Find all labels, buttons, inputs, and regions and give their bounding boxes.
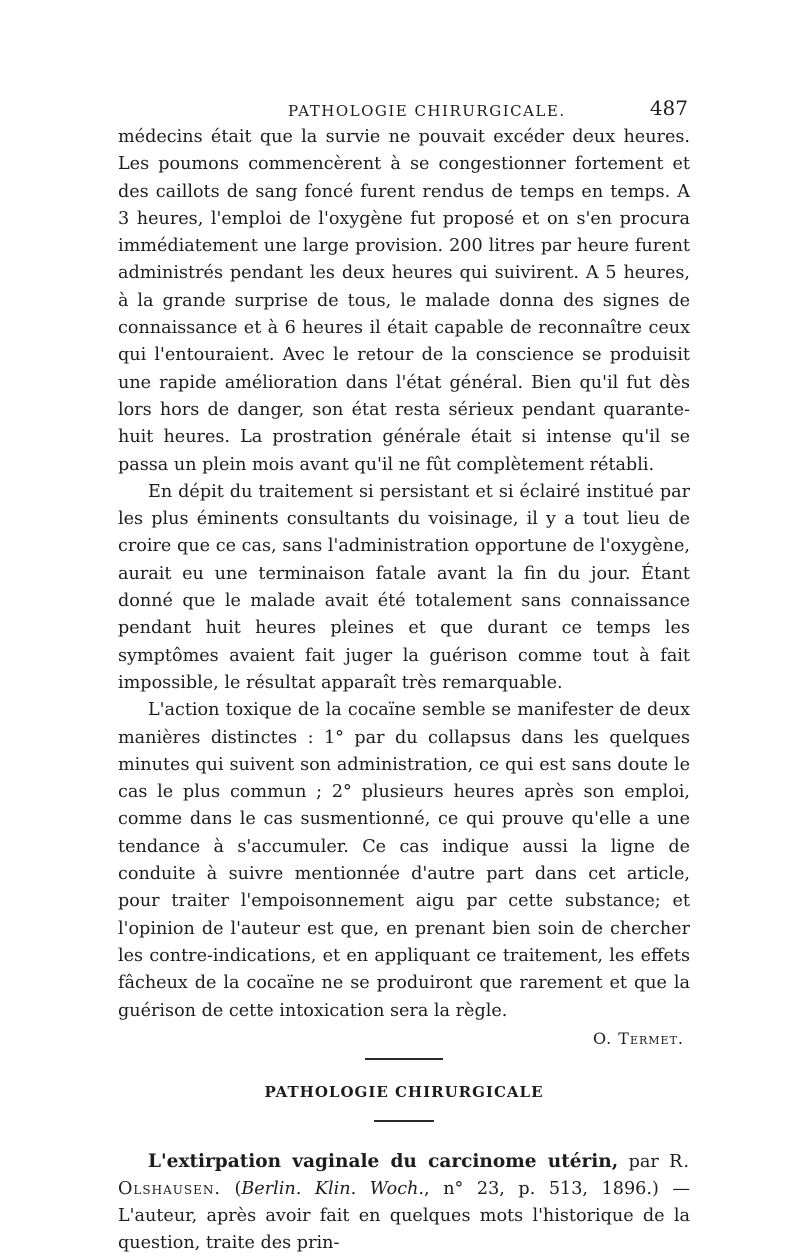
author-signature: O. Termet. xyxy=(592,1028,684,1048)
article-author: R. Olshausen. xyxy=(118,1151,690,1199)
page-number: 487 xyxy=(649,96,688,120)
journal-name: Berlin. Klin. Woch. xyxy=(241,1178,425,1199)
section-heading: PATHOLOGIE CHIRURGICALE xyxy=(264,1083,544,1102)
section-divider xyxy=(374,1120,434,1122)
running-title: PATHOLOGIE CHIRURGICALE. xyxy=(288,102,566,120)
paragraph: En dépit du traitement si persistant et si éclairé institué par les plus éminents consultants du voisinage, il y a tout lieu de croire que ce cas, sans l'administration opportune de l'oxygène, aurait eu une terminaison fatale avant la fin du jour. Étant donné que le malade avait été totalement sans connaissance pendant huit heures pleines et que durant ce temps les symptômes avaient fait juger la guérison comme tout à fait impossible, le résultat apparaît très remarquable. xyxy=(118,481,690,693)
citation: , n° 23, p. 513, 1896.) xyxy=(424,1178,659,1199)
article-title: L'extirpation vaginale du carcinome utérin, xyxy=(148,1150,619,1172)
running-header xyxy=(118,96,688,122)
source-open: ( xyxy=(220,1178,242,1199)
paragraph-continued: médecins était que la survie ne pouvait excéder deux heures. Les poumons commencèrent à se congestionner fortement et des caillots de sang foncé furent rendus de temps en temps. A 3 heures, l'emploi de l'oxygène fut proposé et on s'en procura immédiatement une large provision. 200 litres par heure furent administrés pendant les deux heures qui suivirent. A 5 heures, à la grande surprise de tous, le malade donna des signes de connaissance et à 6 heures il était capable de reconnaître ceux qui l'entouraient. Avec le retour de la conscience se produisit une rapide amélioration dans l'état général. Bien qu'il fut dès lors hors de danger, son état resta sérieux pendant quarante-huit heures. La prostration générale était si intense qu'il se passa un plein mois avant qu'il ne fût complètement rétabli. xyxy=(118,127,690,475)
author-prefix: par xyxy=(618,1151,670,1172)
paragraph: L'action toxique de la cocaïne semble se manifester de deux manières distinctes : 1° par du collapsus dans les quelques minutes qui suivent son administration, ce qui est sans doute le cas le plus commun ; 2° plusieurs heures après son emploi, comme dans le cas susmentionné, ce qui prouve qu'elle a une tendance à s'accumuler. Ce cas indique aussi la ligne de conduite à suivre mentionnée d'autre part dans cet article, pour traiter l'empoisonnement aigu par cette substance; et l'opinion de l'auteur est que, en prenant bien soin de chercher les contre-indications, et en appliquant ce traitement, les effets fâcheux de la cocaïne ne se produiront que rarement et que la guérison de cette intoxication sera la règle. xyxy=(118,700,690,1021)
section-divider xyxy=(365,1058,443,1060)
article-entry xyxy=(118,1148,690,1258)
page-body xyxy=(118,124,690,1258)
article-text: — L'auteur, après avoir fait en quelques mots l'historique de la question, traite des prin- xyxy=(118,1178,690,1254)
